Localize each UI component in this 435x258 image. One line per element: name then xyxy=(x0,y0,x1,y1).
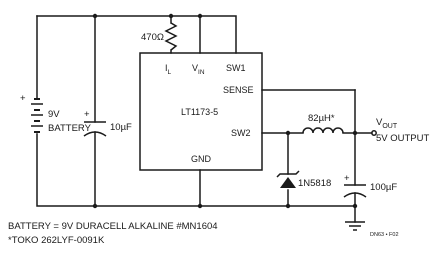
wire-top-rail xyxy=(37,16,236,53)
resistor-symbol xyxy=(166,23,176,50)
junction-dot xyxy=(93,14,97,18)
output-cap-plus-sign: + xyxy=(344,173,350,184)
battery-plate xyxy=(34,120,40,122)
input-cap-plus-sign: + xyxy=(84,109,90,120)
input-cap-label: 10µF xyxy=(110,122,132,133)
junctions xyxy=(93,14,376,208)
inductor-label: 82µH* xyxy=(308,113,335,124)
junction-dot xyxy=(353,131,357,135)
battery-voltage-label: 9V xyxy=(48,109,60,120)
battery-plus-sign: + xyxy=(20,93,26,104)
battery-symbol xyxy=(31,98,43,133)
output-voltage-label: $V_{OUT}$ xyxy=(376,117,398,130)
output-description-label: 5V OUTPUT xyxy=(376,133,430,144)
battery-name-label: BATTERY xyxy=(48,123,91,134)
output-cap-label: 100µF xyxy=(370,182,398,193)
battery-plate xyxy=(34,98,40,100)
junction-dot xyxy=(93,204,97,208)
battery-plate xyxy=(34,109,40,111)
ic-part-number: LT1173-5 xyxy=(181,107,219,117)
battery-note: BATTERY = 9V DURACELL ALKALINE #MN1604 xyxy=(8,221,218,232)
pin-il-label: $I_L$ xyxy=(165,63,172,76)
inductor-note: *TOKO 262LYF-0091K xyxy=(8,235,105,246)
junction-dot xyxy=(198,14,202,18)
diode-label: 1N5818 xyxy=(298,178,332,189)
junction-dot xyxy=(169,14,173,18)
resistor-label: 470Ω xyxy=(141,32,164,43)
junction-dot xyxy=(198,204,202,208)
battery-plate xyxy=(34,131,40,133)
pin-sense-label: SENSE xyxy=(223,85,254,95)
inductor-symbol xyxy=(303,128,343,133)
diode-symbol xyxy=(277,171,299,188)
junction-dot xyxy=(353,204,357,208)
pin-gnd-label: GND xyxy=(191,154,211,164)
junction-dot xyxy=(286,204,290,208)
pin-vin-label: $V_{IN}$ xyxy=(192,63,205,76)
ground-icon xyxy=(345,222,365,230)
figure-id: DN63 • F02 xyxy=(370,232,399,238)
junction-dot xyxy=(286,131,290,135)
pin-sw2-label: SW2 xyxy=(231,128,251,138)
pin-sw1-label: SW1 xyxy=(226,63,246,73)
